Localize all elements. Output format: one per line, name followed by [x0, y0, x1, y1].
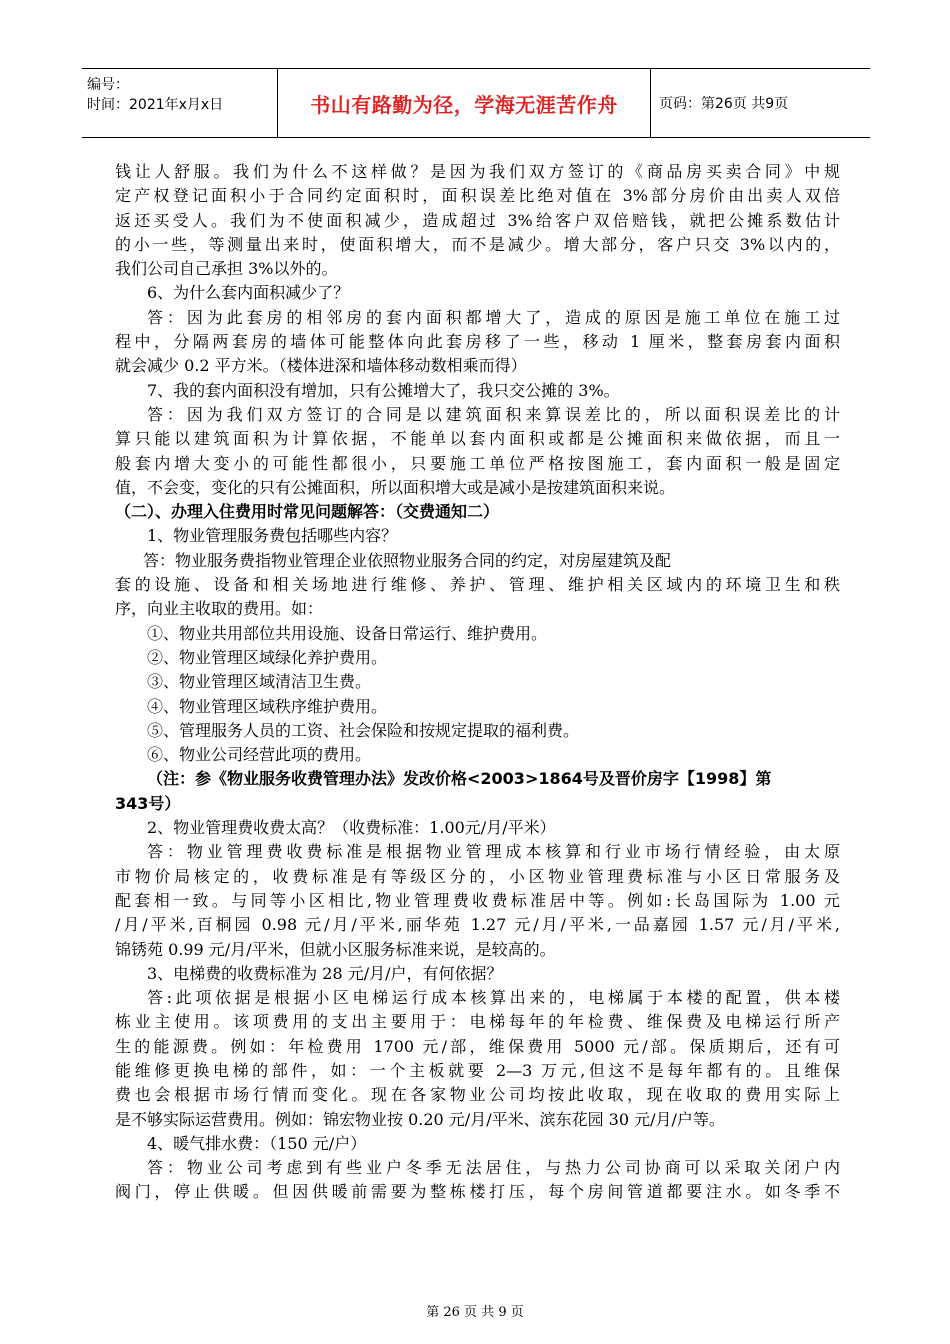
text-line: 值，不会变，变化的只有公摊面积，所以面积增大或是减小是按建筑面积来说。: [115, 477, 676, 497]
page-label: 页码：第26页 共9页: [659, 96, 789, 112]
text-line: 生的能源费。例如：年检费用 1700 元/部，维保费用 5000 元/部。保质期后，还有可: [115, 1036, 840, 1056]
answer-line: 答：因为我们双方签订的合同是以建筑面积来算误差比的，所以面积误差比的计: [147, 404, 840, 424]
answer-line: 答：物业公司考虑到有些业户冬季无法居住，与热力公司协商可以采取关闭户内: [147, 1158, 840, 1178]
header-motto-cell: [278, 69, 651, 137]
question-line: 2、物业管理费收费太高？（收费标准：1.00元/月/平米）: [147, 818, 556, 838]
text-line: 配套相一致。与同等小区相比,物业管理费收费标准居中等。例如:长岛国际为 1.00 元: [115, 890, 840, 910]
page-header: [82, 68, 870, 138]
text-line: 市物价局核定的，收费标准是有等级区分的，小区物业管理费标准与小区日常服务及: [115, 866, 840, 886]
question-line: 6、为什么套内面积减少了？: [147, 283, 350, 303]
page-footer: 第 26 页 共 9 页: [426, 1305, 524, 1320]
answer-line: 答：因为此套房的相邻房的套内面积都增大了，造成的原因是施工单位在施工过: [147, 307, 840, 327]
number-label: 编号：: [87, 77, 129, 93]
note-line: （注：参《物业服务收费管理办法》发改价格<2003>1864号及晋价房字【1998】第: [147, 769, 772, 789]
note-line: 343号）: [115, 793, 181, 813]
answer-line: 答:此项依据是根据小区电梯运行成本核算出来的，电梯属于本楼的配置，供本楼: [147, 988, 840, 1008]
answer-line: 答：物业服务费指物业管理企业依照物业服务合同的约定，对房屋建筑及配: [143, 550, 672, 570]
text-line: 般套内增大变小的可能性都很小，只要施工单位严格按图施工，套内面积一般是固定: [115, 453, 840, 473]
question-line: 4、暖气排水费：（150 元/户）: [147, 1133, 367, 1153]
text-line: 阀门，停止供暖。但因供暖前需要为整栋楼打压，每个房间管道都要注水。如冬季不: [115, 1182, 840, 1202]
header-page-cell: [651, 69, 870, 137]
text-line: 栋业主使用。该项费用的支出主要用于：电梯每年的年检费、维保费及电梯运行所产: [115, 1012, 840, 1032]
list-item: ④、物业管理区域秩序维护费用。: [147, 696, 388, 716]
text-line: /月/平米,百桐园 0.98 元/月/平米,丽华苑 1.27 元/月/平米,一品嘉园 1.57 元/月/平米,: [115, 915, 840, 935]
section-heading: （二）、办理入住费用时常见问题解答：（交费通知二）: [115, 502, 500, 522]
text-line: 费也会根据市场行情而变化。现在各家物业公司均按此收取，现在收取的费用实际上: [115, 1085, 840, 1105]
text-line: 套的设施、设备和相关场地进行维修、养护、管理、维护相关区域内的环境卫生和秩: [115, 575, 840, 595]
question-line: 1、物业管理服务费包括哪些内容？: [147, 526, 398, 546]
answer-line: 答：物业管理费收费标准是根据物业管理成本核算和行业市场行情经验，由太原: [147, 842, 840, 862]
text-line: 锦锈苑 0.99 元/月/平米，但就小区服务标准来说，是较高的。: [115, 939, 556, 959]
text-line: 的小一些，等测量出来时，使面积增大，而不是减少。增大部分，客户只交 3%以内的，: [115, 234, 840, 254]
list-item: ⑤、管理服务人员的工资、社会保险和按规定提取的福利费。: [147, 720, 580, 740]
text-line: 定产权登记面积小于合同约定面积时，面积误差比绝对值在 3%部分房价由出卖人双倍: [115, 186, 840, 206]
text-line: 程中，分隔两套房的墙体可能整体向此套房移了一些，移动 1 厘米，整套房套内面积: [115, 332, 840, 352]
time-label: 时间：2021年x月x日: [87, 97, 224, 113]
text-line: 就会减少 0.2 平方米。（楼体进深和墙体移动数相乘而得）: [115, 356, 527, 376]
text-line: 是不够实际运营费用。例如：锦宏物业按 0.20 元/月/平米、滨东花园 30 元/月/户等。: [115, 1109, 725, 1129]
list-item: ②、物业管理区域绿化养护费用。: [147, 647, 388, 667]
list-item: ⑥、物业公司经营此项的费用。: [147, 745, 372, 765]
question-line: 7、我的套内面积没有增加，只有公摊增大了，我只交公摊的 3%。: [147, 380, 620, 400]
text-line: 我们公司自己承担 3%以外的。: [115, 259, 338, 279]
motto-text: 书山有路勤为径，学海无涯苦作舟: [310, 92, 618, 117]
text-line: 返还买受人。我们为不使面积减少，造成超过 3%给客户双倍赔钱，就把公摊系数估计: [115, 210, 840, 230]
list-item: ①、物业共用部位共用设施、设备日常运行、维护费用。: [147, 623, 548, 643]
document-body: [115, 160, 840, 1205]
list-item: ③、物业管理区域清洁卫生费。: [147, 672, 372, 692]
text-line: 钱让人舒服。我们为什么不这样做？是因为我们双方签订的《商品房买卖合同》中规: [115, 162, 840, 181]
text-line: 能维修更换电梯的部件，如：一个主板就要 2—3 万元,但这不是每年都有的。且维保: [115, 1060, 840, 1080]
text-line: 算只能以建筑面积为计算依据，不能单以套内面积或都是公摊面积来做依据，而且一: [115, 429, 840, 449]
question-line: 3、电梯费的收费标准为 28 元/月/户，有何依据？: [147, 963, 503, 983]
header-left-cell: [82, 69, 278, 137]
text-line: 序，向业主收取的费用。如：: [115, 599, 324, 619]
